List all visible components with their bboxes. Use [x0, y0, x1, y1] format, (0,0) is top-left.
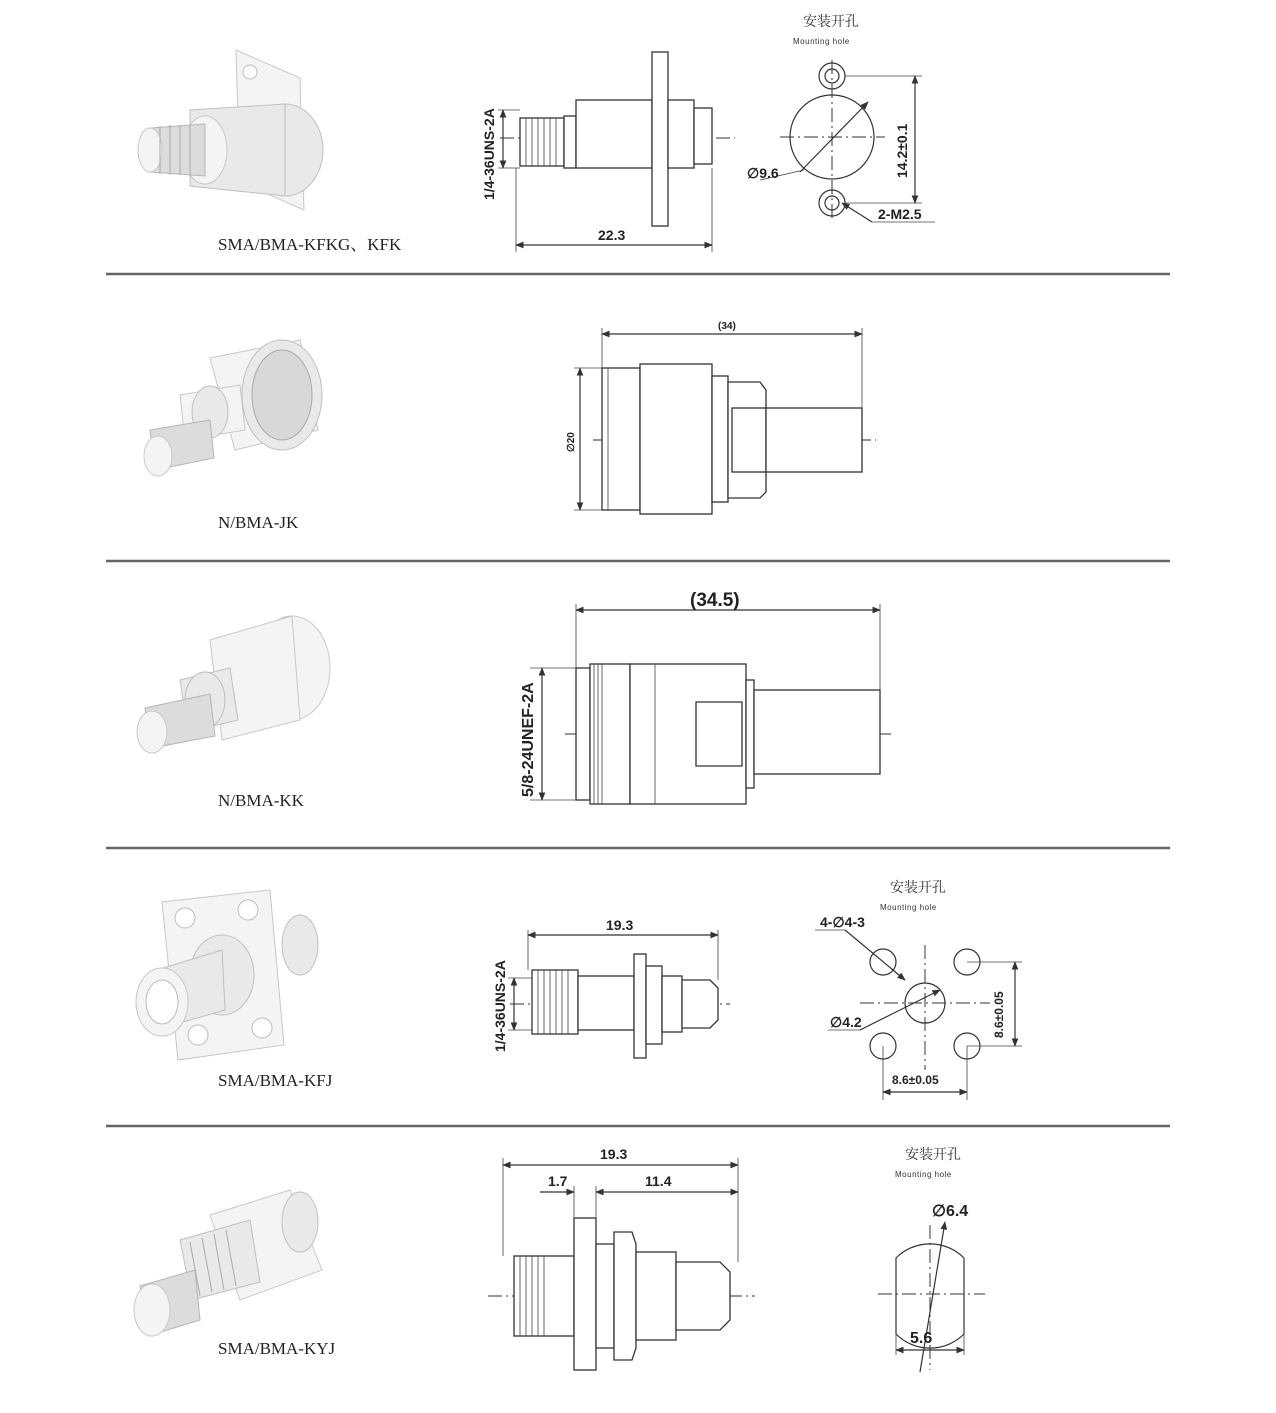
- thread-dimension: 5/8-24UNEF-2A: [520, 682, 537, 797]
- section-kyj: [134, 1146, 985, 1372]
- mounting-hole-zh: 安装开孔: [803, 14, 859, 30]
- mounting-hole-drawing: [747, 13, 935, 222]
- length-dimension: (34): [718, 321, 736, 332]
- diameter-dimension: ∅20: [566, 432, 577, 452]
- side-view-drawing: [481, 52, 735, 252]
- connector-photo: [138, 50, 323, 210]
- connector-photo: [137, 616, 330, 753]
- hole-diameter: ∅6.4: [932, 1203, 969, 1220]
- section-kfj: [136, 879, 1022, 1100]
- section-n-kk: [137, 590, 892, 810]
- section-kfkg: [138, 13, 935, 254]
- product-name: N/BMA-JK: [218, 513, 299, 532]
- connector-photo: [134, 1190, 322, 1336]
- connector-photo: [144, 340, 322, 476]
- thread-dimension: 1/4-36UNS-2A: [492, 960, 508, 1052]
- total-length: 19.3: [600, 1146, 628, 1162]
- pitch-dimension: 14.2±0.1: [894, 123, 910, 178]
- screw-dimension: 2-M2.5: [878, 206, 922, 222]
- side-view-drawing: [520, 590, 892, 804]
- mounting-hole-drawing: [815, 879, 1022, 1100]
- mounting-hole-en: Mounting hole: [895, 1170, 952, 1179]
- product-name: SMA/BMA-KFJ: [218, 1071, 333, 1090]
- product-name: SMA/BMA-KFKG、KFK: [218, 235, 402, 254]
- rear-length: 11.4: [645, 1173, 672, 1189]
- thread-dimension: 1/4-36UNS-2A: [481, 108, 497, 200]
- side-view-drawing: [492, 917, 730, 1058]
- mounting-hole-zh: 安装开孔: [890, 880, 946, 896]
- center-hole-dimension: ∅4.2: [830, 1014, 862, 1030]
- mounting-hole-drawing: [878, 1146, 985, 1372]
- holes-dimension: 4-∅4-3: [820, 914, 865, 930]
- length-dimension: 22.3: [598, 227, 626, 243]
- pitch-horizontal: 8.6±0.05: [892, 1073, 939, 1087]
- side-view-drawing: [566, 321, 876, 514]
- connector-photo: [136, 890, 318, 1060]
- side-view-drawing: [488, 1146, 755, 1370]
- mounting-hole-en: Mounting hole: [793, 37, 850, 46]
- hole-diameter: ∅9.6: [747, 165, 779, 181]
- section-n-jk: [144, 321, 876, 532]
- length-dimension: (34.5): [690, 590, 740, 611]
- product-name: N/BMA-KK: [218, 791, 304, 810]
- flat-width: 5.6: [910, 1330, 933, 1347]
- mounting-hole-zh: 安装开孔: [905, 1147, 961, 1163]
- product-name: SMA/BMA-KYJ: [218, 1339, 336, 1358]
- pitch-vertical: 8.6±0.05: [992, 991, 1006, 1038]
- length-dimension: 19.3: [606, 917, 634, 933]
- flange-thickness: 1.7: [548, 1173, 568, 1189]
- mounting-hole-en: Mounting hole: [880, 903, 937, 912]
